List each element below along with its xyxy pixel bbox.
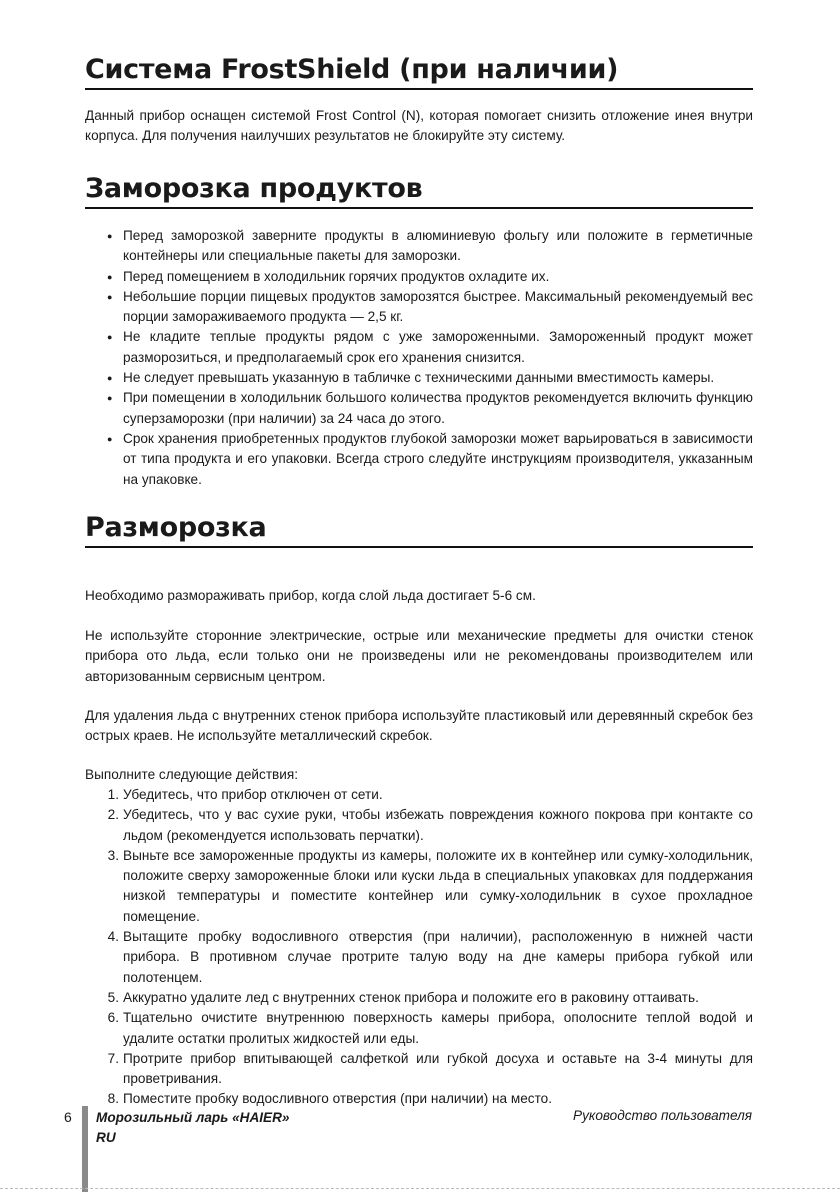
footer-manual-label: Руководство пользователя — [573, 1108, 752, 1123]
defrost-steps-intro: Выполните следующие действия: — [85, 767, 298, 782]
footer-language: RU — [96, 1130, 116, 1145]
page-cut-line — [0, 1188, 840, 1189]
bullet-item: ● Небольшие порции пищевых продуктов заморозятся быстрее. Максимальный рекомендуемый вес порции замораживаемого продукта — 2,5 кг. — [85, 287, 753, 328]
bullet-item: ● Перед заморозкой заверните продукты в алюминиевую фольгу или положите в герметичные контейнеры или специальные пакеты для заморозки. — [85, 226, 753, 267]
bullet-item: ● Срок хранения приобретенных продуктов глубокой заморозки может варьироваться в зависимости от типа продукта и его упаковки. Всегда строго следуйте инструкциям производителя, укказанным на упаковке. — [85, 429, 753, 490]
step-text: Аккуратно удалите лед с внутренних стенок прибора и положите его в раковину оттаивать. — [123, 989, 699, 1005]
step-number: 6. — [107, 1010, 119, 1026]
defrost-paragraph-3: Для удаления льда с внутренних стенок прибора используйте пластиковый или деревянный скребок без острых краев. Не используйте металлический скребок. — [85, 708, 753, 744]
step-number: 8. — [107, 1091, 119, 1107]
footer-accent-bar — [82, 1106, 88, 1192]
step-item — [85, 805, 753, 846]
step-number: 5. — [107, 989, 119, 1005]
step-item — [85, 1049, 753, 1090]
step-item — [85, 846, 753, 927]
step-text: Протрите прибор впитывающей салфеткой или губкой досуха и оставьте на 3-4 минуты для проветривания. — [123, 1050, 753, 1087]
step-text: Убедитесь, что прибор отключен от сети. — [123, 787, 383, 802]
step-item — [85, 785, 753, 805]
step-number: 4. — [107, 929, 119, 945]
step-item — [85, 988, 753, 1008]
frostshield-paragraph: Данный прибор оснащен системой Frost Control (N), которая помогает снизить отложение инея внутри корпуса. Для получения наилучших результатов не блокируйте эту систему. — [85, 108, 753, 144]
defrost-steps-list — [85, 785, 753, 1110]
footer-product-title: Морозильный ларь «HAIER» — [96, 1110, 290, 1125]
step-text: Поместите пробку водосливного отверстия (при наличии) на место. — [123, 1091, 553, 1107]
step-text: Вытащите пробку водосливного отверстия (при наличии), расположенную в нижней части прибора. В противном случае протрите талую воду на дне камеры прибора губкой или полотенцем. — [123, 929, 753, 985]
freezing-bullet-list — [85, 226, 753, 490]
step-number: 3. — [107, 847, 119, 863]
step-item — [85, 1008, 753, 1049]
bullet-item: ● Не кладите теплые продукты рядом с уже замороженными. Замороженный продукт может разморозиться, и предполагаемый срок его хранения снизится. — [85, 327, 753, 368]
heading-freezing: Заморозка продуктов — [85, 173, 753, 209]
bullet-item: ● При помещении в холодильник большого количества продуктов рекомендуется включить функцию суперзаморозки (при наличии) за 24 часа до этого. — [85, 388, 753, 429]
page-number: 6 — [64, 1109, 72, 1125]
bullet-item: ● Перед помещением в холодильник горячих продуктов охладите их. — [85, 267, 753, 287]
step-number: 2. — [107, 807, 119, 823]
bullet-item: ● Не следует превышать указанную в табличке с техническими данными вместимость камеры. — [85, 368, 753, 388]
step-text: Убедитесь, что у вас сухие руки, чтобы избежать повреждения кожного покрова при контакте со льдом (рекомендуется использовать перчатки). — [123, 807, 753, 843]
step-text: Тщательно очистите внутреннюю поверхность камеры прибора, ополосните теплой водой и удалите остатки пролитых жидкостей или еды. — [123, 1010, 753, 1046]
heading-frostshield: Система FrostShield (при наличии) — [85, 54, 753, 90]
step-item — [85, 927, 753, 988]
step-text: Выньте все замороженные продукты из камеры, положите их в контейнер или сумку-холодильник, положите сверху замороженные блоки или куски льда в специальных упаковках для поддержания низкой температуры и поместите контейнер или сумку-холодильник в сухое прохладное помещение. — [123, 847, 753, 924]
step-number: 7. — [107, 1050, 119, 1066]
defrost-paragraph-2: Не используйте сторонние электрические, острые или механические предметы для очистки стенок прибора ото льда, если только они не произведены или не рекомендованы производителем или авторизованным сервисным центром. — [85, 628, 753, 684]
step-number: 1. — [107, 787, 119, 802]
heading-defrosting: Разморозка — [85, 512, 753, 548]
defrost-paragraph-1: Необходимо размораживать прибор, когда слой льда достигает 5-6 см. — [85, 588, 536, 603]
